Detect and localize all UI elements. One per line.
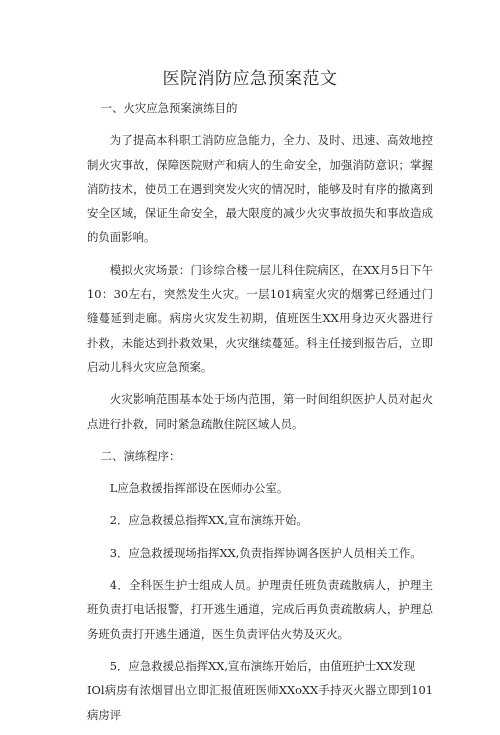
section-heading: 二、演练程序： xyxy=(100,448,181,463)
list-item: 4．全科医生护士组成人员。护理责任班负责疏散病人，护理主班负责打电话报警，打开逃生通道，完成后再负责疏散病人，护理总务班负责打开逃生通道，医生负责评估火势及灭火。 xyxy=(87,578,433,641)
page-title: 医院消防应急预案范文 xyxy=(162,69,338,89)
continuation-line: IOl病房有浓烟冒出立即汇报值班医师XXoXX手持灭火器立即到101病房评 xyxy=(87,683,433,722)
paragraph: 火灾影响范围基本处于场内范围，第一时间组织医护人员对起火点进行扑救，同时紧急疏散住院区域人员。 xyxy=(87,392,433,431)
document-body xyxy=(87,96,433,735)
section-heading: 一、火灾应急预案演练目的 xyxy=(100,101,238,115)
list-item: 3．应急救援现场指挥XX,负责指挥协调各医护人员相关工作。 xyxy=(109,545,422,560)
list-item: L应急救援指挥部设在医师办公室。 xyxy=(109,481,289,496)
list-item: 5．应急救援总指挥XX,宣布演练开始后，由值班护士XX发现 xyxy=(109,658,416,673)
paragraph: 模拟火灾场景：门诊综合楼一层儿科住院病区，在XX月5日下午10：30左右，突然发生火灾。一层101病室火灾的烟雾已经通过门缝蔓延到走廊。病房火灾发生初期，值班医生XX用身边灭火器进行扑救，未能达到扑救效果，火灾继续蔓延。科主任接到报告后，立即启动儿科火灾应急预案。 xyxy=(87,262,433,374)
list-item: 2．应急救援总指挥XX,宣布演练开始。 xyxy=(109,513,308,528)
paragraph: 为了提高本科职工消防应急能力，全力、及时、迅速、高效地控制火灾事故，保障医院财产和病人的生命安全，加强消防意识；掌握消防技术，使员工在遇到突发火灾的情况时，能够及时有序的撤离到安全区域，保证生命安全，最大限度的减少火灾事故损失和事故造成的负面影响。 xyxy=(87,133,433,245)
